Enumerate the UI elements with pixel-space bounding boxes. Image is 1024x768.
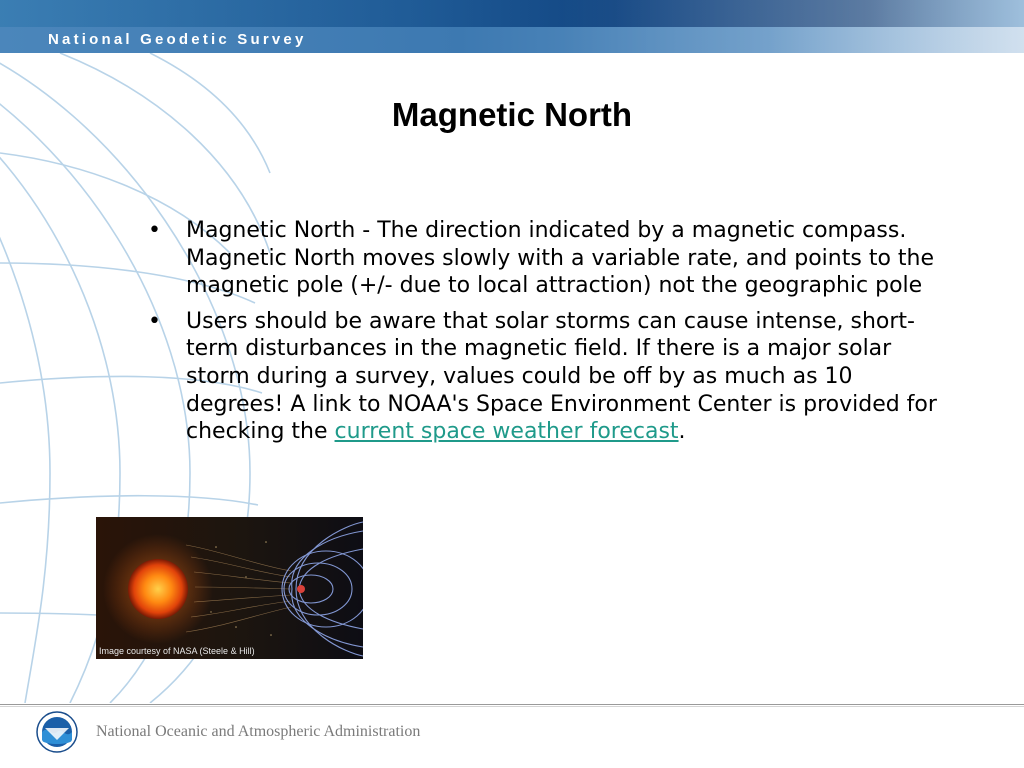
bullet-list	[148, 217, 938, 454]
sun-magnetosphere-illustration	[96, 517, 363, 659]
bullet-item	[148, 308, 938, 446]
space-weather-forecast-link[interactable]: current space weather forecast	[334, 419, 679, 445]
sun-magnetosphere-image	[96, 517, 363, 659]
bullet-glyph: •	[148, 218, 161, 243]
slide-title: Magnetic North	[391, 96, 633, 133]
footer-rule-shadow	[0, 706, 1024, 707]
noaa-logo-icon	[36, 711, 78, 753]
bullet-glyph: •	[148, 308, 161, 334]
header-band	[0, 0, 1024, 53]
header-title: National Geodetic Survey	[48, 31, 307, 48]
earth	[297, 585, 305, 593]
sun	[128, 559, 188, 619]
bullet-text: Users should be aware that solar storms can cause intense, short-term disturbances in the magnetic field. If there is a major solar storm during a survey, values could be off by as much as 10 degrees! A link to NOAA's Space Environment Center is provided for checking the	[186, 308, 937, 445]
footer-rule	[0, 704, 1024, 705]
footer-agency-name: National Oceanic and Atmospheric Administration	[96, 723, 421, 740]
image-credit: Image courtesy of NASA (Steele & Hill)	[99, 646, 255, 656]
header-sheen	[560, 0, 1024, 53]
bullet-text: Magnetic North - The direction indicated by a magnetic compass. Magnetic North moves slowly with a variable rate, and points to the magnetic pole (+/- due to local attraction) not the geographic pole	[186, 218, 934, 299]
bullet-item	[148, 217, 938, 300]
bullet-text-end: .	[678, 419, 686, 445]
